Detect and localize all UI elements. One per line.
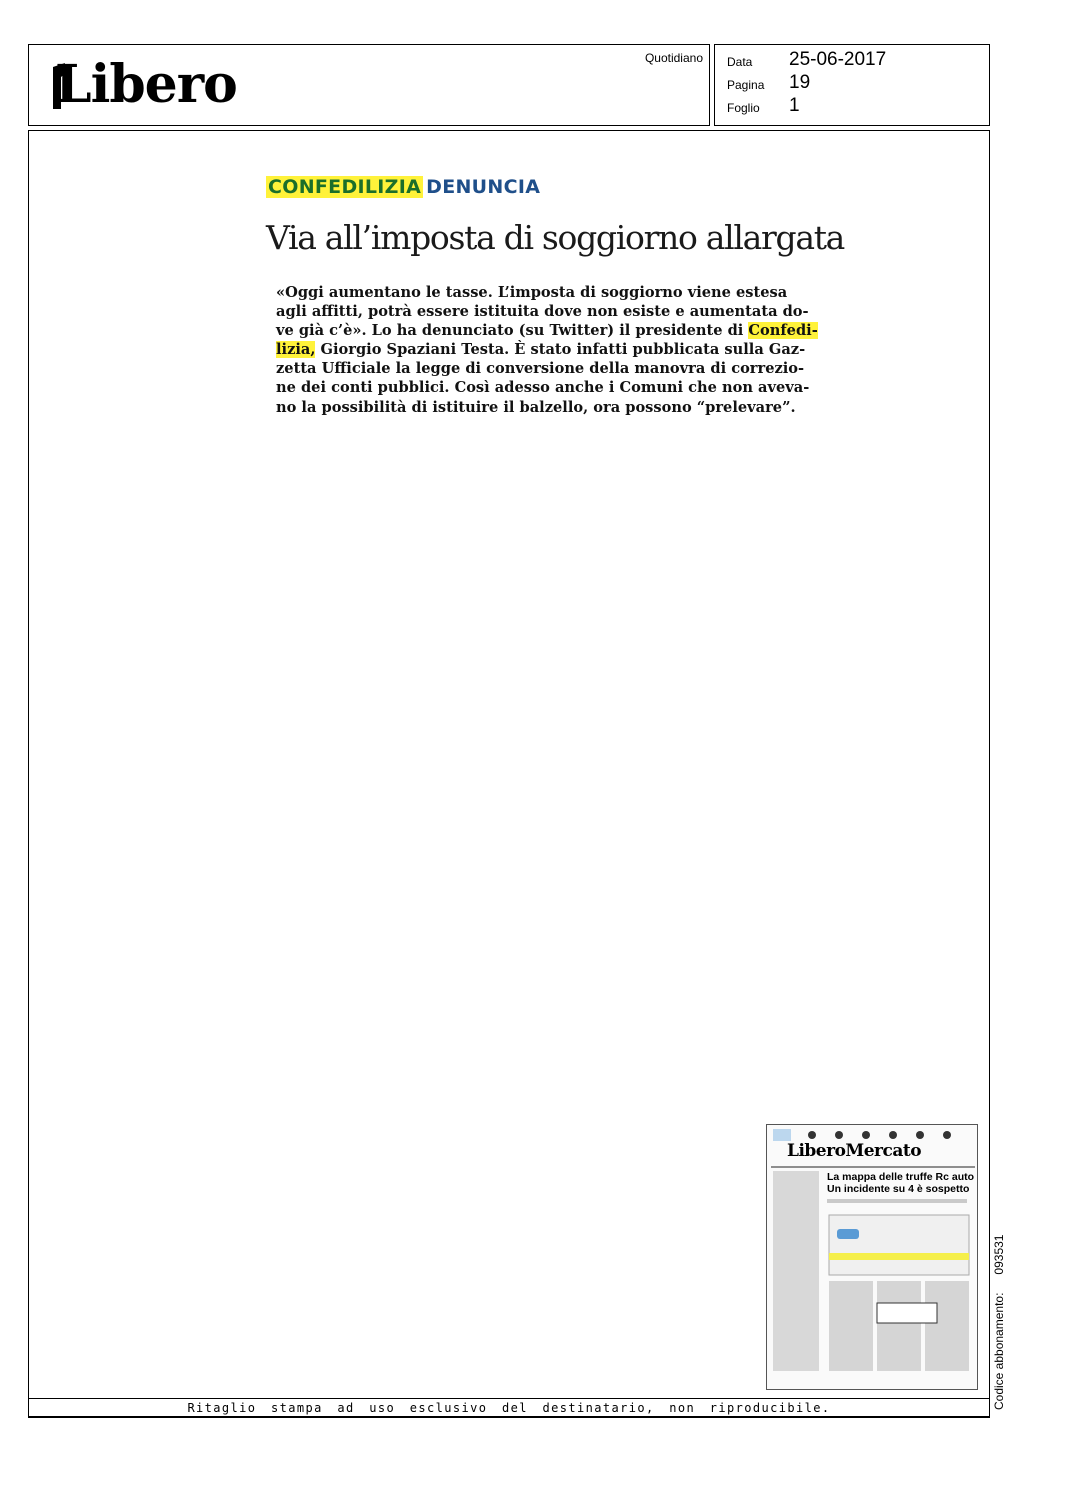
thumbnail-headline-1: La mappa delle truffe Rc auto <box>827 1171 975 1183</box>
thumbnail-headline-2: Un incidente su 4 è sospetto <box>827 1183 970 1195</box>
thumbnail-title: LiberoMercato <box>787 1141 922 1161</box>
article-body <box>276 283 818 417</box>
meta-box <box>714 44 990 126</box>
article-line: ne dei conti pubblici. Così adesso anche i Comuni che non aveva- <box>276 379 810 397</box>
article-line <box>276 321 818 340</box>
subscription-label: Codice abbonamento: <box>992 1292 1006 1410</box>
article-line: no la possibilità di istituire il balzello, ora possono “prelevare”. <box>276 398 796 416</box>
logo-text: Libero <box>55 54 237 115</box>
article-kicker <box>266 176 540 198</box>
newspaper-logo <box>55 55 237 115</box>
meta-value: 25-06-2017 <box>789 49 887 70</box>
meta-label: Data <box>727 55 753 69</box>
masthead-box <box>28 44 710 126</box>
footer-bar <box>28 1398 990 1418</box>
thumbnail-art <box>767 1125 978 1390</box>
article-text: ve già c’è». Lo ha denunciato (su Twitter) il presidente di <box>276 322 744 340</box>
subscription-value: 093531 <box>992 1234 1006 1275</box>
highlighted-term: lizia, <box>276 341 316 359</box>
article-line: «Oggi aumentano le tasse. L’imposta di soggiorno viene estesa <box>276 284 788 301</box>
article-headline: Via all’imposta di soggiorno allargata <box>266 218 845 257</box>
article-line <box>276 340 806 359</box>
article-line: agli affitti, potrà essere istituita dove non esiste e aumentata do- <box>276 303 809 321</box>
article-text: Giorgio Spaziani Testa. È stato infatti pubblicata sulla Gaz- <box>315 341 806 359</box>
publication-type: Quotidiano <box>644 51 703 65</box>
thumbnail-headline <box>827 1171 974 1195</box>
meta-label: Pagina <box>727 78 765 92</box>
meta-value: 19 <box>789 72 811 93</box>
kicker-highlight: CONFEDILIZIA <box>268 176 422 198</box>
subscription-code <box>992 1235 1006 1410</box>
highlighted-term: Confedi- <box>748 322 818 340</box>
article-line: zetta Ufficiale la legge di conversione della manovra di correzio- <box>276 360 805 378</box>
kicker-rest: DENUNCIA <box>426 176 541 198</box>
meta-value: 1 <box>789 95 800 116</box>
page-thumbnail <box>766 1124 978 1390</box>
meta-label: Foglio <box>727 101 760 115</box>
footer-notice: Ritaglio stampa ad uso esclusivo del destinatario, non riproducibile. <box>187 1401 831 1415</box>
